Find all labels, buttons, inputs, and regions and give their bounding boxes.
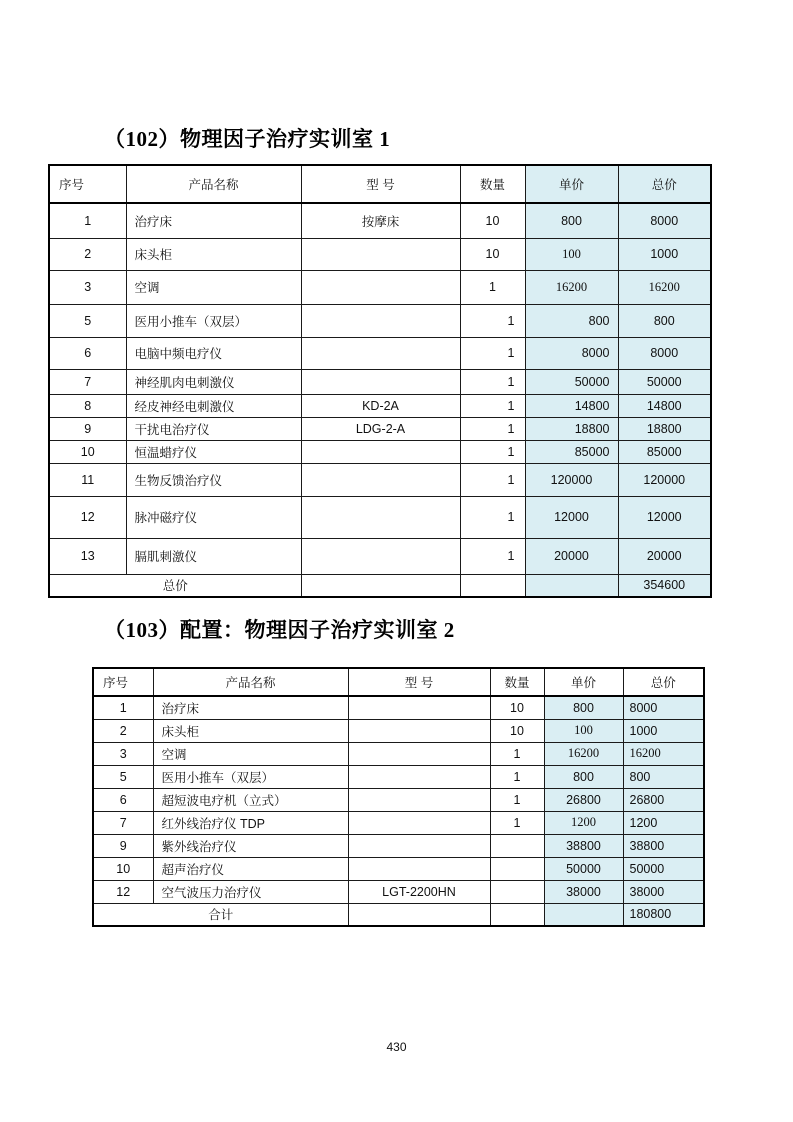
table-102-equipment-list <box>48 164 712 598</box>
cell-unit: 26800 <box>544 788 623 811</box>
cell-qty: 1 <box>490 765 544 788</box>
table-row <box>93 788 704 811</box>
cell-name: 治疗床 <box>126 203 301 238</box>
cell-seq: 6 <box>93 788 153 811</box>
table-row <box>49 496 711 538</box>
cell-name: 医用小推车（双层） <box>126 304 301 337</box>
cell-seq: 3 <box>49 270 126 304</box>
grand-total-value: 180800 <box>623 903 704 926</box>
table-row <box>93 880 704 903</box>
cell-model <box>348 742 490 765</box>
cell-qty: 1 <box>460 304 525 337</box>
cell-total: 1200 <box>623 811 704 834</box>
cell-unit: 20000 <box>525 538 618 574</box>
table-row <box>49 440 711 463</box>
cell-total: 120000 <box>618 463 711 496</box>
cell-seq: 5 <box>49 304 126 337</box>
col-header-model: 型 号 <box>301 165 460 203</box>
cell-unit: 8000 <box>525 337 618 369</box>
cell-name: 恒温蜡疗仪 <box>126 440 301 463</box>
cell-unit: 85000 <box>525 440 618 463</box>
cell-seq: 2 <box>49 238 126 270</box>
cell-total: 38000 <box>623 880 704 903</box>
total-row <box>93 903 704 926</box>
cell-qty <box>490 834 544 857</box>
cell-total: 16200 <box>623 742 704 765</box>
cell-seq: 12 <box>49 496 126 538</box>
cell-seq: 10 <box>49 440 126 463</box>
cell-total: 26800 <box>623 788 704 811</box>
table-row <box>49 304 711 337</box>
cell-unit: 18800 <box>525 417 618 440</box>
table-row <box>93 765 704 788</box>
cell-unit: 16200 <box>525 270 618 304</box>
cell-name: 干扰电治疗仪 <box>126 417 301 440</box>
cell-total: 20000 <box>618 538 711 574</box>
table-row <box>49 238 711 270</box>
cell-total: 14800 <box>618 394 711 417</box>
cell-model <box>301 538 460 574</box>
col-header-seq: 序号 <box>49 165 126 203</box>
cell-seq: 6 <box>49 337 126 369</box>
cell-unit: 100 <box>544 719 623 742</box>
cell-unit: 14800 <box>525 394 618 417</box>
cell-seq: 9 <box>93 834 153 857</box>
cell-seq: 7 <box>93 811 153 834</box>
cell-name: 膈肌刺激仪 <box>126 538 301 574</box>
cell-total: 85000 <box>618 440 711 463</box>
cell-unit: 50000 <box>544 857 623 880</box>
cell-qty: 1 <box>460 440 525 463</box>
cell-name: 空调 <box>153 742 348 765</box>
cell-qty: 1 <box>460 369 525 394</box>
section-102-title: （102）物理因子治疗实训室 1 <box>104 127 391 151</box>
cell-qty: 1 <box>490 742 544 765</box>
cell-model: 按摩床 <box>301 203 460 238</box>
cell-model <box>301 270 460 304</box>
cell-qty: 1 <box>460 337 525 369</box>
cell-total: 1000 <box>623 719 704 742</box>
header-row <box>93 668 704 696</box>
cell-model <box>348 788 490 811</box>
cell-qty-empty <box>490 903 544 926</box>
cell-unit: 800 <box>525 304 618 337</box>
cell-name: 床头柜 <box>153 719 348 742</box>
cell-model <box>348 696 490 719</box>
total-row <box>49 574 711 597</box>
cell-unit: 1200 <box>544 811 623 834</box>
cell-qty: 1 <box>490 788 544 811</box>
cell-qty: 1 <box>460 496 525 538</box>
cell-name: 超短波电疗机（立式） <box>153 788 348 811</box>
cell-total: 12000 <box>618 496 711 538</box>
cell-name: 电脑中频电疗仪 <box>126 337 301 369</box>
cell-model-empty <box>301 574 460 597</box>
cell-qty: 10 <box>460 238 525 270</box>
cell-unit-empty <box>525 574 618 597</box>
cell-name: 空气波压力治疗仪 <box>153 880 348 903</box>
cell-name: 脉冲磁疗仪 <box>126 496 301 538</box>
cell-total: 8000 <box>618 203 711 238</box>
cell-unit: 800 <box>525 203 618 238</box>
cell-seq: 1 <box>49 203 126 238</box>
cell-seq: 11 <box>49 463 126 496</box>
table-row <box>93 834 704 857</box>
col-header-name: 产品名称 <box>153 668 348 696</box>
cell-model <box>301 304 460 337</box>
cell-qty: 1 <box>490 811 544 834</box>
table-row <box>93 742 704 765</box>
cell-model <box>301 238 460 270</box>
total-label: 合计 <box>93 903 348 926</box>
cell-total: 50000 <box>623 857 704 880</box>
cell-model <box>348 857 490 880</box>
table-row <box>49 337 711 369</box>
cell-unit: 800 <box>544 696 623 719</box>
cell-model <box>301 463 460 496</box>
cell-name: 紫外线治疗仪 <box>153 834 348 857</box>
cell-seq: 7 <box>49 369 126 394</box>
table-row <box>49 417 711 440</box>
cell-qty: 1 <box>460 270 525 304</box>
cell-name: 超声治疗仪 <box>153 857 348 880</box>
cell-model: KD-2A <box>301 394 460 417</box>
cell-name: 治疗床 <box>153 696 348 719</box>
cell-model: LGT-2200HN <box>348 880 490 903</box>
col-header-model: 型 号 <box>348 668 490 696</box>
col-header-name: 产品名称 <box>126 165 301 203</box>
cell-qty <box>490 880 544 903</box>
col-header-unit: 单价 <box>544 668 623 696</box>
cell-qty: 1 <box>460 538 525 574</box>
cell-model <box>348 765 490 788</box>
cell-seq: 5 <box>93 765 153 788</box>
grand-total-value: 354600 <box>618 574 711 597</box>
cell-unit: 100 <box>525 238 618 270</box>
cell-qty <box>490 857 544 880</box>
cell-model <box>301 369 460 394</box>
cell-model <box>301 496 460 538</box>
table-row <box>93 811 704 834</box>
cell-total: 1000 <box>618 238 711 270</box>
cell-total: 50000 <box>618 369 711 394</box>
cell-total: 38800 <box>623 834 704 857</box>
table-row <box>49 538 711 574</box>
cell-name: 医用小推车（双层） <box>153 765 348 788</box>
cell-total: 800 <box>618 304 711 337</box>
cell-qty: 10 <box>490 719 544 742</box>
cell-name: 生物反馈治疗仪 <box>126 463 301 496</box>
cell-seq: 8 <box>49 394 126 417</box>
cell-seq: 2 <box>93 719 153 742</box>
cell-total: 8000 <box>618 337 711 369</box>
cell-total: 8000 <box>623 696 704 719</box>
table-row <box>49 463 711 496</box>
cell-qty: 10 <box>460 203 525 238</box>
cell-name: 神经肌肉电刺激仪 <box>126 369 301 394</box>
cell-seq: 13 <box>49 538 126 574</box>
cell-unit: 800 <box>544 765 623 788</box>
col-header-qty: 数量 <box>490 668 544 696</box>
cell-name: 经皮神经电刺激仪 <box>126 394 301 417</box>
cell-unit: 16200 <box>544 742 623 765</box>
cell-model <box>348 811 490 834</box>
cell-total: 16200 <box>618 270 711 304</box>
cell-name: 红外线治疗仪 TDP <box>153 811 348 834</box>
total-label: 总价 <box>49 574 301 597</box>
cell-qty: 1 <box>460 417 525 440</box>
cell-unit: 12000 <box>525 496 618 538</box>
col-header-seq: 序号 <box>93 668 153 696</box>
cell-qty: 1 <box>460 463 525 496</box>
page-number: 430 <box>386 1040 407 1054</box>
cell-unit: 38000 <box>544 880 623 903</box>
col-header-total: 总价 <box>623 668 704 696</box>
table-row <box>93 857 704 880</box>
table-row <box>49 394 711 417</box>
section-103-title: （103）配置：物理因子治疗实训室 2 <box>104 618 455 642</box>
cell-seq: 3 <box>93 742 153 765</box>
col-header-total: 总价 <box>618 165 711 203</box>
cell-model <box>348 834 490 857</box>
cell-unit: 38800 <box>544 834 623 857</box>
cell-model: LDG-2-A <box>301 417 460 440</box>
cell-unit-empty <box>544 903 623 926</box>
cell-unit: 50000 <box>525 369 618 394</box>
cell-qty: 10 <box>490 696 544 719</box>
table-row <box>93 696 704 719</box>
cell-total: 800 <box>623 765 704 788</box>
cell-name: 空调 <box>126 270 301 304</box>
cell-unit: 120000 <box>525 463 618 496</box>
table-row <box>49 270 711 304</box>
table-row <box>49 369 711 394</box>
cell-seq: 1 <box>93 696 153 719</box>
cell-model <box>301 337 460 369</box>
cell-qty: 1 <box>460 394 525 417</box>
col-header-unit: 单价 <box>525 165 618 203</box>
table-row <box>93 719 704 742</box>
cell-model <box>301 440 460 463</box>
table-103-equipment-list <box>92 667 705 927</box>
cell-seq: 12 <box>93 880 153 903</box>
cell-total: 18800 <box>618 417 711 440</box>
cell-model <box>348 719 490 742</box>
header-row <box>49 165 711 203</box>
col-header-qty: 数量 <box>460 165 525 203</box>
table-row <box>49 203 711 238</box>
cell-seq: 9 <box>49 417 126 440</box>
cell-name: 床头柜 <box>126 238 301 270</box>
cell-model-empty <box>348 903 490 926</box>
cell-seq: 10 <box>93 857 153 880</box>
cell-qty-empty <box>460 574 525 597</box>
